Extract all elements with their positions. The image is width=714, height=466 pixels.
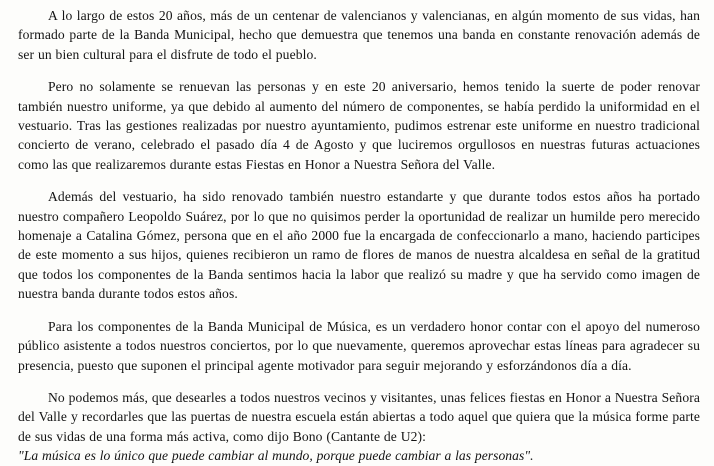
paragraph-1: A lo largo de estos 20 años, más de un centenar de valencianos y valencianas, en algún momento de sus vidas, han formado parte de la Banda Municipal, hecho que demuestra que tenemos una banda en constante renovación además de ser un bien cultural para el disfrute de todo el pueblo.	[18, 8, 700, 62]
paragraph-2: Pero no solamente se renuevan las personas y en este 20 aniversario, hemos tenido la suerte de poder renovar también nuestro uniforme, ya que debido al aumento del número de componentes, se había perdido la uniformidad en el vestuario. Tras las gestiones realizadas por nuestro ayuntamiento, pudimos estrenar este uniforme en nuestro tradicional concierto de verano, celebrado el pasado día 4 de Agosto y que luciremos orgullosos en nuestras futuras actuaciones como las que realizaremos durante estas Fiestas en Honor a Nuestra Señora del Valle.	[18, 79, 700, 172]
closing-quote: "La música es lo único que puede cambiar al mundo, porque puede cambiar a las personas".	[18, 448, 534, 464]
paragraph-3: Además del vestuario, ha sido renovado también nuestro estandarte y que durante todos estos años ha portado nuestro compañero Leopoldo Suárez, por lo que no quisimos perder la oportunidad de realizar un humilde pero merecido homenaje a Catalina Gómez, persona que en el año 2000 fue la encargada de confeccionarlo a mano, haciendo participes de este momento a sus hijos, quienes recibieron un ramo de flores de manos de nuestra alcaldesa en señal de la gratitud que todos los componentes de la Banda sentimos hacia la labor que realizó su madre y que ha servido como imagen de nuestra banda durante todos estos años.	[18, 189, 700, 302]
paragraph-4: Para los componentes de la Banda Municipal de Música, es un verdadero honor contar con el apoyo del numeroso público asistente a todos nuestros conciertos, por lo que nuevamente, queremos aprovechar estas líneas para agradecer su presencia, puesto que suponen el principal agente motivador para seguir mejorando y esforzándonos día a día.	[18, 318, 700, 373]
paragraph-5	[18, 388, 700, 466]
final-paragraph-text: No podemos más, que desearles a todos nuestros vecinos y visitantes, unas felices fiestas en Honor a Nuestra Señora del Valle y recordarles que las puertas de nuestra escuela están abiertas a todo aquel que quiera que la música forme parte de sus vidas de una forma más activa, como dijo Bono (Cantante de U2):	[18, 389, 700, 444]
